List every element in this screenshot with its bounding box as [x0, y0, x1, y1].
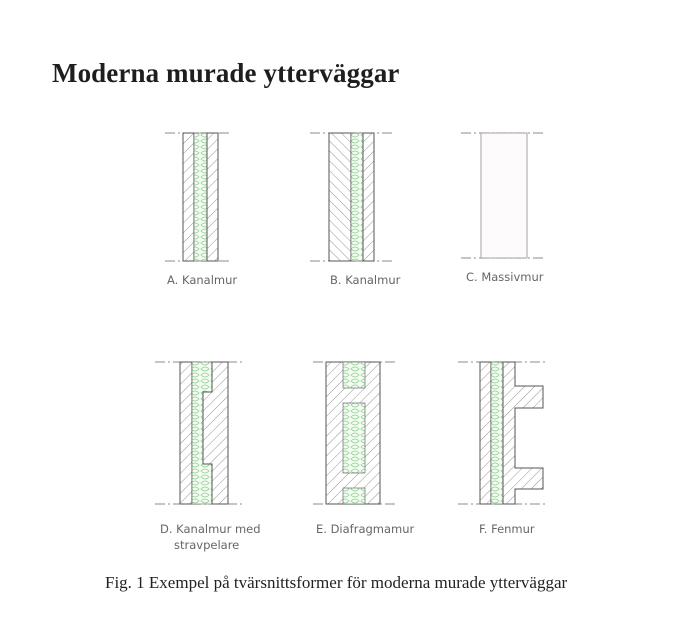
label-d-line1: D. Kanalmur med: [160, 522, 261, 536]
panel-b-kanalmur: [310, 133, 401, 287]
label-d-line2: stravpelare: [174, 538, 240, 552]
panel-e-diafragmamur: [313, 362, 415, 536]
label-c: C. Massivmur: [466, 270, 544, 284]
label-e: E. Diafragmamur: [316, 522, 415, 536]
panel-d-kanalmur-med-stravpelare: [155, 362, 261, 552]
label-f: F. Fenmur: [479, 522, 535, 536]
panel-f-fenmur: [458, 362, 545, 536]
panel-c-massivmur: [461, 133, 545, 284]
panel-a-kanalmur: [165, 133, 237, 287]
label-b: B. Kanalmur: [330, 273, 401, 287]
figure-caption: Fig. 1 Exempel på tvärsnittsformer för moderna murade ytterväggar: [105, 573, 568, 592]
page-title: Moderna murade ytterväggar: [52, 58, 400, 88]
label-a: A. Kanalmur: [167, 273, 238, 287]
